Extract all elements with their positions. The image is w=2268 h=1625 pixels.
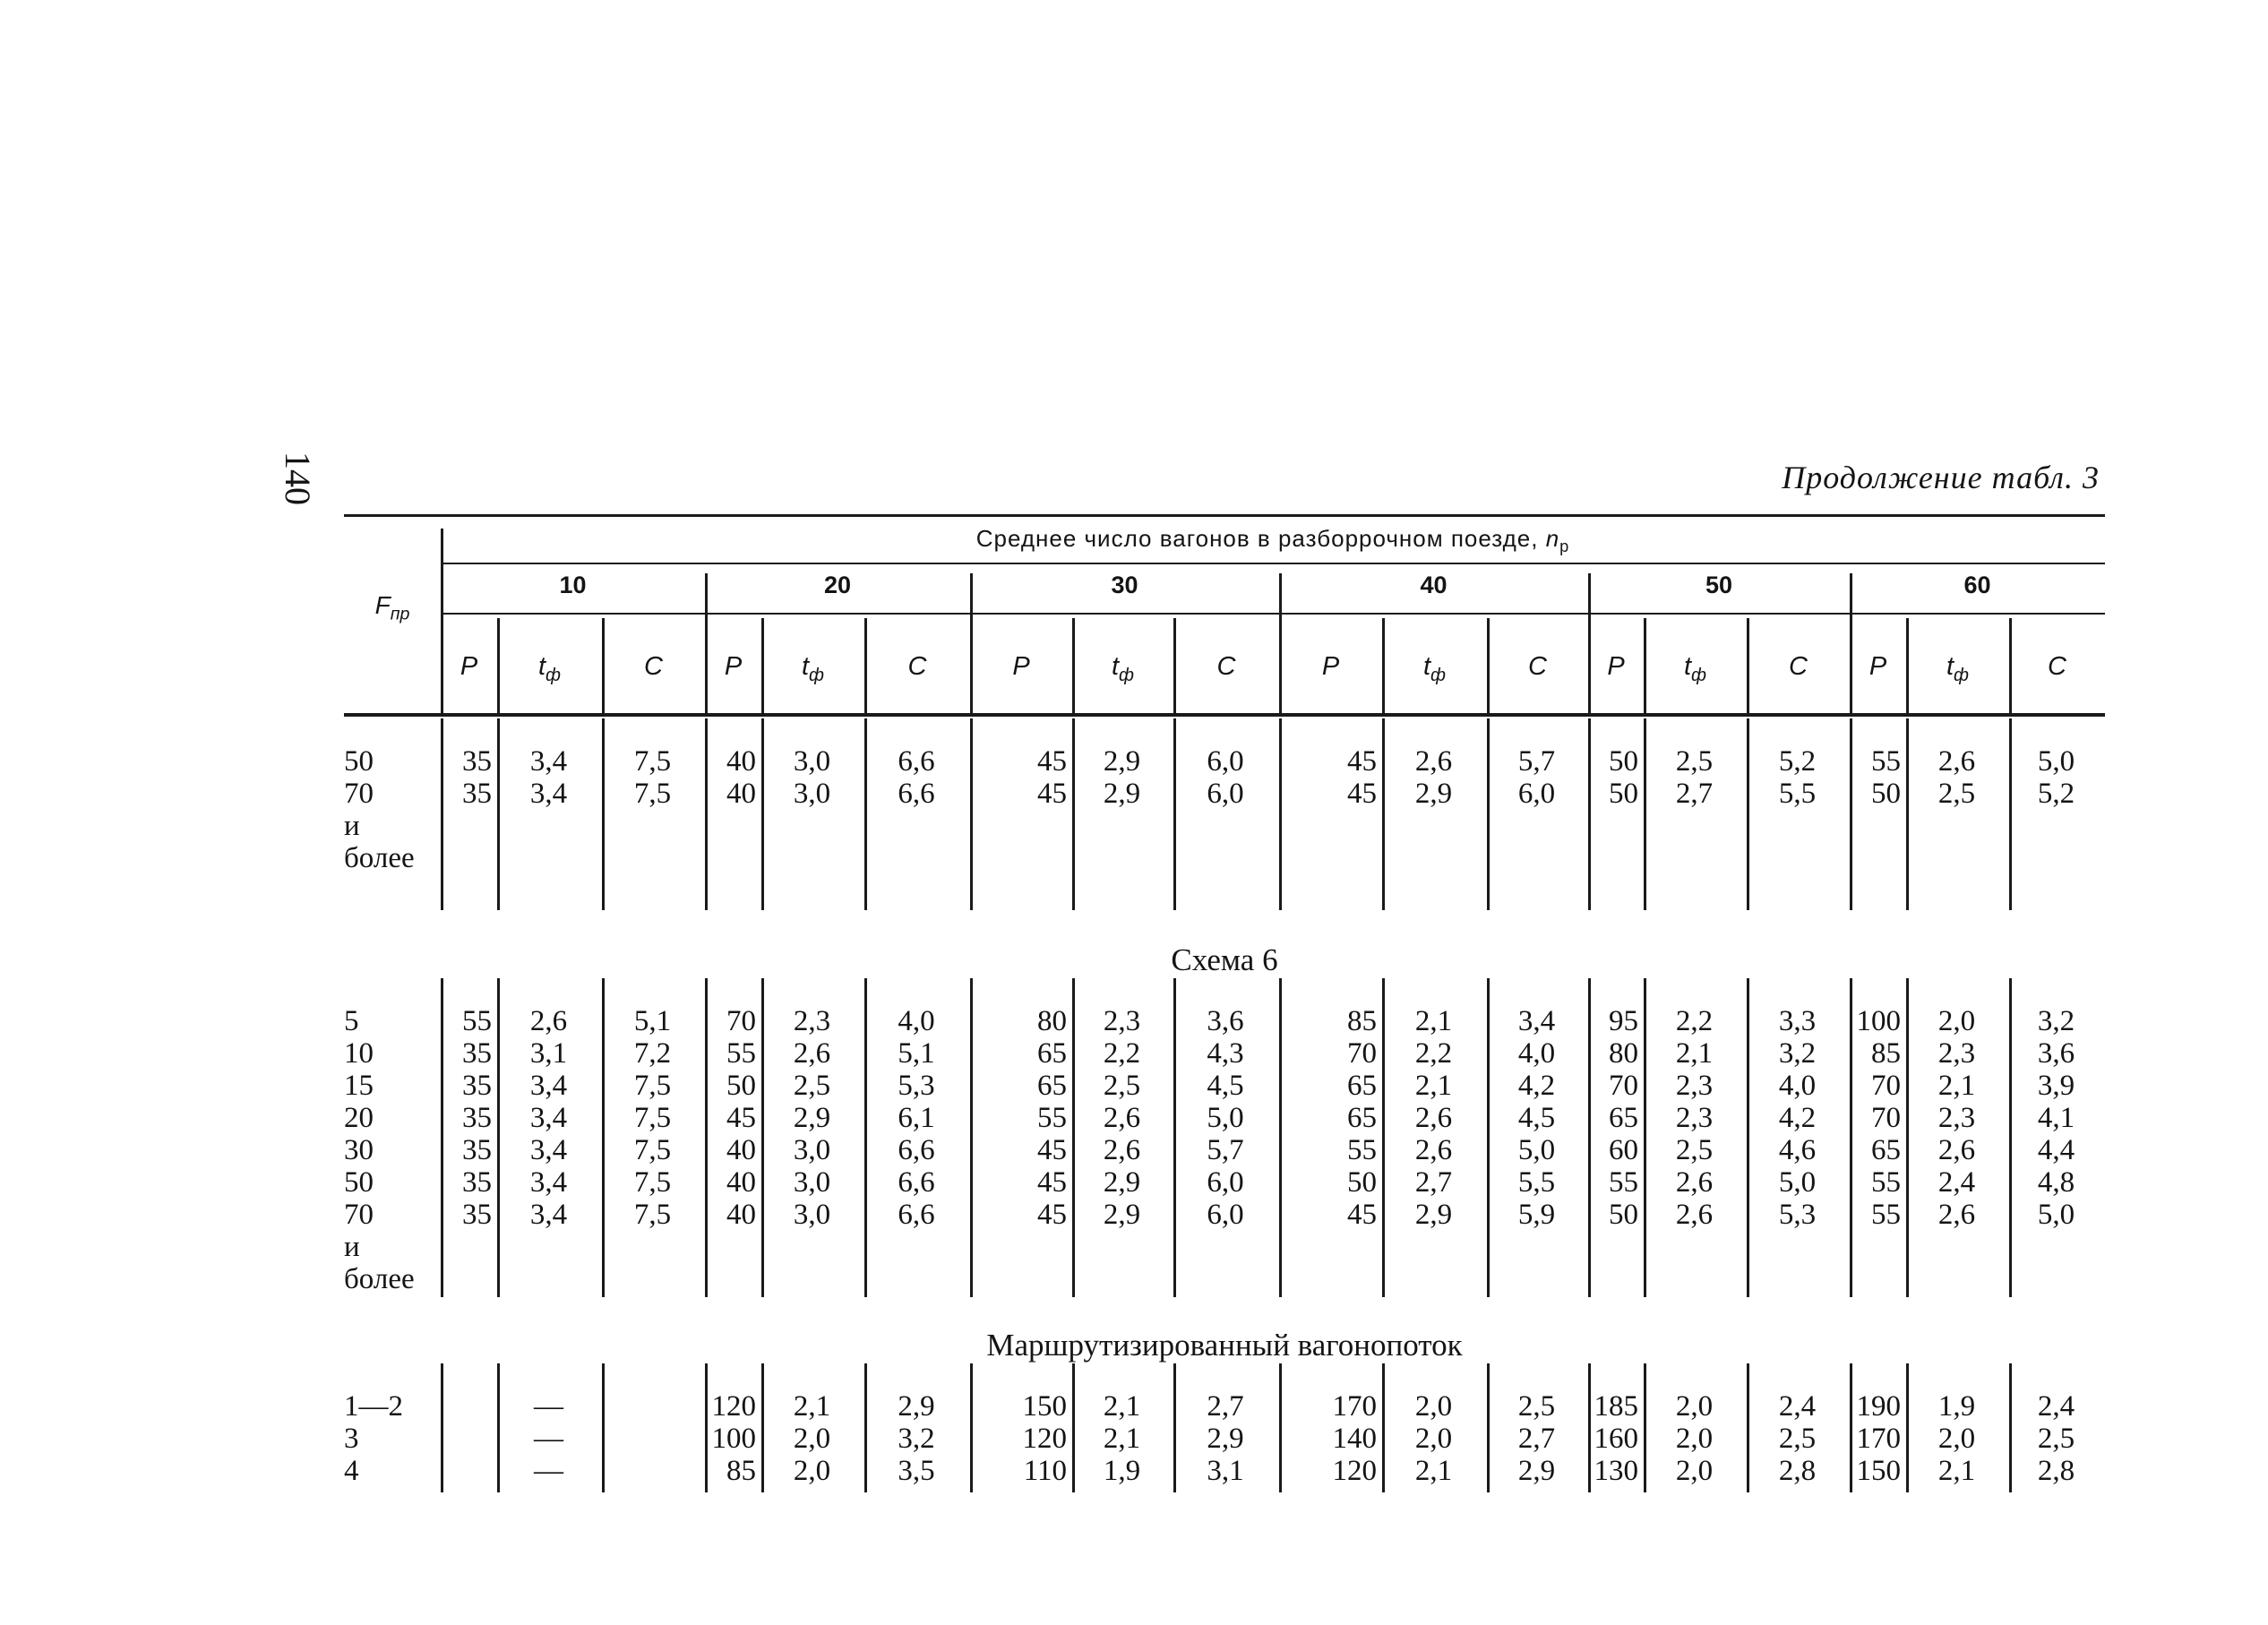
column-divider (1850, 718, 1852, 910)
subcol-symbol: t (1422, 652, 1431, 681)
subcol-header-p (1588, 652, 1644, 682)
group-number-10: 10 (559, 572, 587, 598)
column-divider (497, 618, 500, 713)
data-column: 7,5 7,5 (633, 745, 672, 810)
data-column: 100 85 70 70 65 55 55 (1856, 1005, 1901, 1231)
table-top-rule (344, 514, 2105, 517)
group-title-subscript: р (1559, 537, 1570, 556)
data-column: 45 45 (1347, 745, 1377, 810)
subcol-symbol: C (2048, 652, 2066, 681)
column-divider (1279, 1363, 1282, 1492)
data-column: 2,9 3,2 3,5 (898, 1390, 935, 1487)
subcol-header-t-ф (1072, 652, 1173, 686)
label-column-divider (441, 1363, 443, 1492)
data-column: 170 140 120 (1332, 1390, 1377, 1487)
column-divider (705, 573, 708, 713)
subcol-symbol: P (1012, 652, 1030, 681)
column-divider (1850, 573, 1852, 713)
data-column: 35 35 (462, 745, 492, 810)
data-column: 70 55 50 45 40 40 40 (726, 1005, 756, 1231)
column-divider (1487, 618, 1490, 713)
subcol-header-p (441, 652, 497, 682)
table-continuation-caption: Продолжение табл. 3 (1782, 460, 2100, 495)
subcol-header-t-ф (497, 652, 602, 686)
data-column: 2,4 2,5 2,8 (2037, 1390, 2075, 1487)
column-divider (705, 1363, 708, 1492)
subcol-subscript: ф (1430, 665, 1446, 685)
row-labels: 50 70 и более (344, 745, 415, 874)
subcol-subscript: ф (1119, 665, 1134, 685)
column-divider (1382, 1363, 1385, 1492)
column-divider (2009, 618, 2012, 713)
page-number: 140 (278, 451, 318, 505)
subcol-header-c (1173, 652, 1279, 682)
column-divider (1747, 618, 1749, 713)
group-number-rule (441, 613, 2105, 615)
data-column: 2,1 2,1 1,9 (1103, 1390, 1141, 1487)
data-column: 2,0 2,0 2,0 (1675, 1390, 1714, 1487)
data-column: 4,0 5,1 5,3 6,1 6,6 6,6 6,6 (898, 1005, 935, 1231)
subcol-header-p (1279, 652, 1382, 682)
subcol-header-p (970, 652, 1072, 682)
data-column: 2,0 2,3 2,1 2,3 2,6 2,4 2,6 (1937, 1005, 1976, 1231)
data-column: 5,2 5,5 (1778, 745, 1817, 810)
subcol-header-p (705, 652, 761, 682)
row-labels: 1—2 3 4 (344, 1390, 403, 1487)
group-title (441, 525, 2105, 556)
data-column: 40 40 (726, 745, 756, 810)
column-divider (1173, 1363, 1176, 1492)
column-divider (602, 978, 605, 1297)
column-divider (497, 1363, 500, 1492)
column-divider (1173, 618, 1176, 713)
label-column-divider (441, 978, 443, 1297)
data-column: 55 50 (1871, 745, 1901, 810)
column-divider (1588, 718, 1591, 910)
column-divider (497, 978, 500, 1297)
column-divider (1747, 1363, 1749, 1492)
subcol-subscript: ф (809, 665, 824, 685)
column-divider (1644, 718, 1646, 910)
subcol-header-c (1487, 652, 1588, 682)
subcol-header-c (1747, 652, 1850, 682)
column-divider (1279, 718, 1282, 910)
data-column: 2,2 2,1 2,3 2,3 2,5 2,6 2,6 (1675, 1005, 1714, 1231)
column-divider (864, 718, 867, 910)
data-column: 2,9 2,9 (1103, 745, 1141, 810)
column-divider (864, 1363, 867, 1492)
data-column: 150 120 110 (1022, 1390, 1067, 1487)
column-divider (1850, 1363, 1852, 1492)
subcol-symbol: P (1869, 652, 1887, 681)
column-divider (1279, 573, 1282, 713)
subcol-header-c (864, 652, 970, 682)
column-divider (864, 978, 867, 1297)
label-column-divider (441, 718, 443, 910)
subcol-symbol: t (1683, 652, 1692, 681)
data-column: 55 35 35 35 35 35 35 (462, 1005, 492, 1231)
row-label-symbol: F (374, 591, 391, 619)
subcol-symbol: C (907, 652, 927, 681)
column-divider (761, 718, 764, 910)
subcol-subscript: ф (546, 665, 561, 685)
data-column: 3,4 4,0 4,2 4,5 5,0 5,5 5,9 (1517, 1005, 1556, 1231)
column-divider (497, 718, 500, 910)
data-column: — — — (534, 1390, 563, 1487)
column-divider (1072, 718, 1075, 910)
section-title: Схема 6 (1171, 942, 1278, 977)
column-divider (2009, 718, 2012, 910)
column-divider (1747, 718, 1749, 910)
column-divider (1588, 573, 1591, 713)
column-divider (970, 1363, 973, 1492)
group-title-rule (441, 563, 2105, 564)
group-number-60: 60 (1963, 572, 1991, 598)
data-column: 3,4 3,4 (529, 745, 568, 810)
column-divider (602, 1363, 605, 1492)
column-divider (1072, 1363, 1075, 1492)
data-column: 2,1 2,2 2,1 2,6 2,6 2,7 2,9 (1414, 1005, 1453, 1231)
column-divider (1487, 718, 1490, 910)
column-divider (761, 618, 764, 713)
data-column: 2,3 2,6 2,5 2,9 3,0 3,0 3,0 (793, 1005, 831, 1231)
subcol-symbol: C (1528, 652, 1547, 681)
data-column: 2,5 2,7 (1675, 745, 1714, 810)
data-column: 45 45 (1037, 745, 1067, 810)
column-divider (1906, 1363, 1909, 1492)
column-divider (705, 978, 708, 1297)
subcol-header-c (2009, 652, 2105, 682)
subcol-symbol: C (1789, 652, 1808, 681)
column-divider (761, 1363, 764, 1492)
group-number-20: 20 (823, 572, 852, 598)
data-column: 2,7 2,9 3,1 (1207, 1390, 1244, 1487)
data-column: 3,2 3,6 3,9 4,1 4,4 4,8 5,0 (2037, 1005, 2075, 1231)
data-column: 2,4 2,5 2,8 (1778, 1390, 1817, 1487)
subcol-header-c (602, 652, 705, 682)
column-divider (1382, 618, 1385, 713)
subcol-header-p (1850, 652, 1906, 682)
column-divider (970, 718, 973, 910)
column-divider (864, 618, 867, 713)
subcol-header-t-ф (1906, 652, 2009, 686)
column-divider (1644, 1363, 1646, 1492)
data-column: 6,6 6,6 (898, 745, 935, 810)
column-divider (1588, 978, 1591, 1297)
subcol-header-t-ф (1382, 652, 1487, 686)
subcol-symbol: t (537, 652, 546, 681)
column-divider (705, 718, 708, 910)
column-divider (1173, 718, 1176, 910)
column-divider (2009, 978, 2012, 1297)
subcol-symbol: t (1946, 652, 1954, 681)
data-column: 120 100 85 (711, 1390, 756, 1487)
data-column: 1,9 2,0 2,1 (1937, 1390, 1976, 1487)
data-column: 5,1 7,2 7,5 7,5 7,5 7,5 7,5 (633, 1005, 672, 1231)
data-column: 95 80 70 65 60 55 50 (1609, 1005, 1638, 1231)
data-column: 3,0 3,0 (793, 745, 831, 810)
subcol-header-t-ф (761, 652, 864, 686)
subcol-symbol: C (644, 652, 663, 681)
column-divider (602, 618, 605, 713)
column-divider (1173, 978, 1176, 1297)
data-column: 80 65 65 55 45 45 45 (1037, 1005, 1067, 1231)
column-divider (1644, 618, 1646, 713)
data-column: 2,6 2,9 (1414, 745, 1453, 810)
data-column: 85 70 65 65 55 50 45 (1347, 1005, 1377, 1231)
data-column: 2,6 2,5 (1937, 745, 1976, 810)
column-divider (970, 573, 973, 713)
subcol-symbol: C (1216, 652, 1236, 681)
column-divider (1906, 978, 1909, 1297)
column-divider (1644, 978, 1646, 1297)
subcol-header-t-ф (1644, 652, 1747, 686)
data-column: 2,1 2,0 2,0 (793, 1390, 831, 1487)
data-column: 5,7 6,0 (1517, 745, 1556, 810)
column-divider (2009, 1363, 2012, 1492)
subcol-subscript: ф (1691, 665, 1706, 685)
subcol-subscript: ф (1954, 665, 1969, 685)
subcol-symbol: P (1607, 652, 1625, 681)
row-label-subscript: пр (390, 604, 410, 624)
subcol-symbol: t (801, 652, 810, 681)
column-divider (1906, 618, 1909, 713)
column-divider (1747, 978, 1749, 1297)
label-column-divider (441, 529, 443, 713)
subcol-symbol: t (1111, 652, 1120, 681)
group-title-symbol: n (1545, 525, 1560, 552)
data-column: 3,3 3,2 4,0 4,2 4,6 5,0 5,3 (1778, 1005, 1817, 1231)
column-divider (1072, 618, 1075, 713)
group-number-30: 30 (1111, 572, 1138, 598)
column-divider (1382, 718, 1385, 910)
data-column: 50 50 (1609, 745, 1638, 810)
section-title: Маршрутизированный вагонопоток (986, 1328, 1463, 1363)
data-column: 190 170 150 (1856, 1390, 1901, 1487)
data-column: 3,6 4,3 4,5 5,0 5,7 6,0 6,0 (1207, 1005, 1244, 1231)
column-divider (1382, 978, 1385, 1297)
group-title-text: Среднее число вагонов в разборрочном поезде, (975, 525, 1546, 552)
data-column: 2,6 3,1 3,4 3,4 3,4 3,4 3,4 (529, 1005, 568, 1231)
column-divider (1906, 718, 1909, 910)
column-divider (1850, 978, 1852, 1297)
column-divider (970, 978, 973, 1297)
column-divider (1072, 978, 1075, 1297)
group-number-40: 40 (1420, 572, 1448, 598)
subcol-symbol: P (724, 652, 743, 681)
row-label-header (344, 591, 441, 625)
row-labels: 5 10 15 20 30 50 70 и более (344, 1005, 415, 1295)
column-divider (602, 718, 605, 910)
data-column: 6,0 6,0 (1207, 745, 1244, 810)
header-bottom-rule (344, 713, 2105, 717)
column-divider (1487, 1363, 1490, 1492)
data-column: 2,3 2,2 2,5 2,6 2,6 2,9 2,9 (1103, 1005, 1141, 1231)
data-column: 5,0 5,2 (2037, 745, 2075, 810)
subcol-symbol: P (1321, 652, 1340, 681)
data-column: 2,0 2,0 2,1 (1414, 1390, 1453, 1487)
group-number-50: 50 (1705, 572, 1733, 598)
column-divider (761, 978, 764, 1297)
column-divider (1487, 978, 1490, 1297)
subcol-symbol: P (460, 652, 478, 681)
data-column: 2,5 2,7 2,9 (1517, 1390, 1556, 1487)
column-divider (1279, 978, 1282, 1297)
data-column: 185 160 130 (1594, 1390, 1638, 1487)
column-divider (1588, 1363, 1591, 1492)
